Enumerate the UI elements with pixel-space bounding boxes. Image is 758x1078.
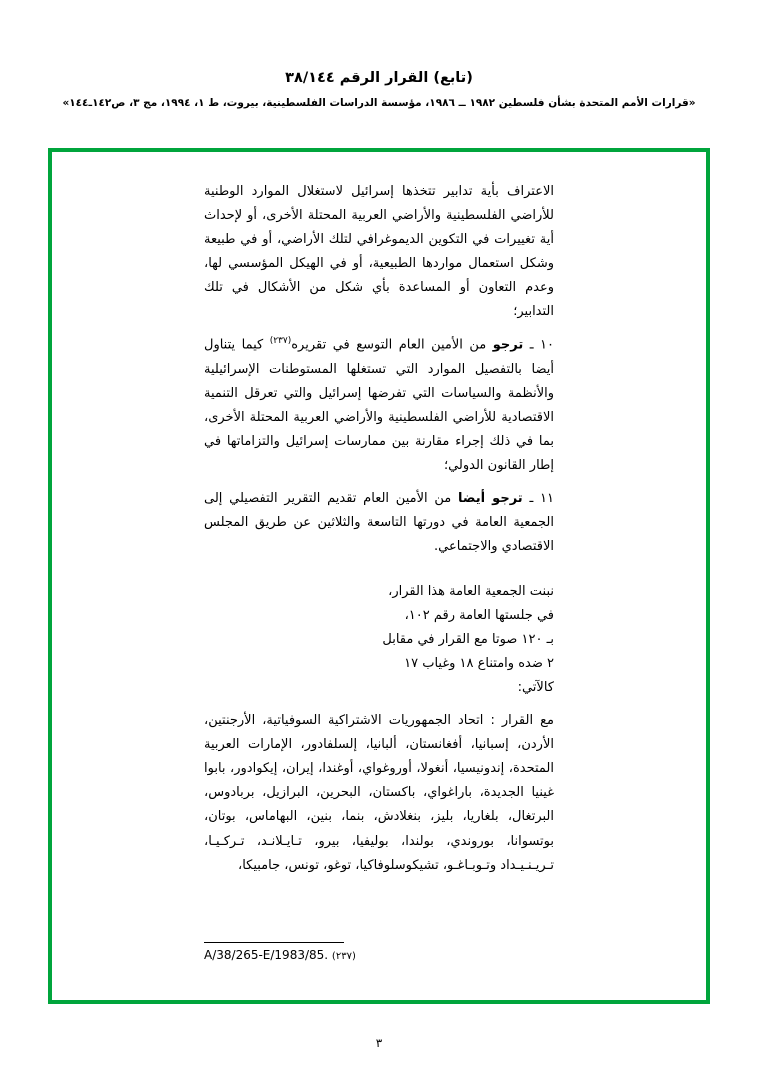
adoption-line: بـ ١٢٠ صوتا مع القرار في مقابل	[382, 632, 554, 648]
paragraph-preamble: الاعتراف بأية تدابير تتخذها إسرائيل لاستغلال الموارد الوطنية للأراضي الفلسطينية والأراضي العربية المحتلة الأخرى، أو لإحداث أية تغييرات في التكوين الديموغرافي لتلك الأراضي، أو في طبيعة وشكل استعمال مواردها الطبيعية، أو في الهيكل المؤسسي لها، وعدم التعاون أو المساعدة بأي شكل من الأشكال في تلك التدابير؛	[204, 184, 554, 320]
footnote-document-symbol: A/38/265-E/1983/85.	[204, 948, 329, 962]
paragraph-11-verb: ترجو أيضا	[458, 490, 523, 506]
votes-in-favour-countries: اتحاد الجمهوريات الاشتراكية السوفياتية، الأرجنتين، الأردن، إسبانيا، أفغانستان، ألبانيا، إلسلفادور، الإمارات العربية المتحدة، إندونيسيا، أنغولا، أوروغواي، أوغندا، إيران، إيكوادور، بابوا غينيا الجديدة، باراغواي، باكستان، البحرين، البرازيل، بربادوس، البرتغال، بلغاريا، بليز، بنغلادش، بنما، بنين، البهاماس، بوتان، بوتسوانا، بوروندي، بولندا، بوليفيا، بيرو، تـايـلانـد، تـركـيـا، تـريـنـيـداد وتـوبـاغـو، تشيكوسلوفاكيا، توغو، تونس، جامبيكا،	[204, 713, 554, 873]
adoption-line: كالآتي:	[517, 680, 554, 696]
paragraph-spacer	[204, 700, 554, 709]
page-number: ٣	[375, 1036, 383, 1050]
footnote-reference: (٢٣٧)	[269, 336, 292, 347]
adoption-line: نبنت الجمعية العامة هذا القرار،	[388, 584, 554, 600]
paragraph-10-text-b: كيما يتناول أيضا بالتفصيل الموارد التي تستغلها المستوطنات الإسرائيلية والأنظمة والسياسات التي تفرضها إسرائيل والتي تعرقل التنمية الاقتصادية للأراضي الفلسطينية والأراضي العربية المحتلة الأخرى، بما في ذلك إجراء مقارنة بين ممارسات إسرائيل والتزاماتها في إطار القانون الدولي؛	[204, 337, 554, 473]
votes-in-favour-list	[204, 709, 554, 877]
footnote-block	[204, 942, 464, 962]
votes-in-favour-label: مع القرار :	[490, 713, 554, 729]
adoption-line: ٢ ضده وامتناع ١٨ وغياب ١٧	[404, 656, 554, 672]
page-title: (تابع) القرار الرقم ٣٨/١٤٤	[285, 70, 473, 86]
paragraph-spacer	[204, 324, 554, 333]
document-source-citation: «قرارات الأمم المتحدة بشأن فلسطين ١٩٨٢ ــ ١٩٨٦، مؤسسة الدراسات الفلسطينية، بيروت، ط ١، ١٩٩٤، مج ٣، ص١٤٢ـ١٤٤»	[62, 97, 696, 110]
paragraph-11-number: ١١ ـ	[529, 490, 554, 506]
footnote-divider	[204, 942, 344, 943]
paragraph-10-number: ١٠ ـ	[529, 337, 554, 353]
green-border-frame	[48, 148, 710, 1004]
paragraph-11-text: من الأمين العام تقديم التقرير التفصيلي إلى الجمعية العامة في دورتها التاسعة والثلاثين عن طريق المجلس الاقتصادي والاجتماعي.	[204, 490, 554, 554]
footnote-line	[204, 948, 464, 962]
footnote-number: (٢٣٧)	[331, 951, 356, 962]
paragraph-10-verb: ترجو	[492, 337, 524, 353]
document-body	[204, 180, 554, 980]
paragraph-spacer	[204, 478, 554, 487]
adoption-line: في جلستها العامة رقم ١٠٢،	[404, 608, 554, 624]
document-header	[0, 0, 758, 109]
paragraph-10	[204, 333, 554, 478]
paragraph-10-text-a: من الأمين العام التوسع في تقريره	[291, 337, 487, 353]
paragraph-11	[204, 487, 554, 559]
adoption-details	[204, 580, 554, 700]
paragraph-spacer-large	[204, 559, 554, 576]
